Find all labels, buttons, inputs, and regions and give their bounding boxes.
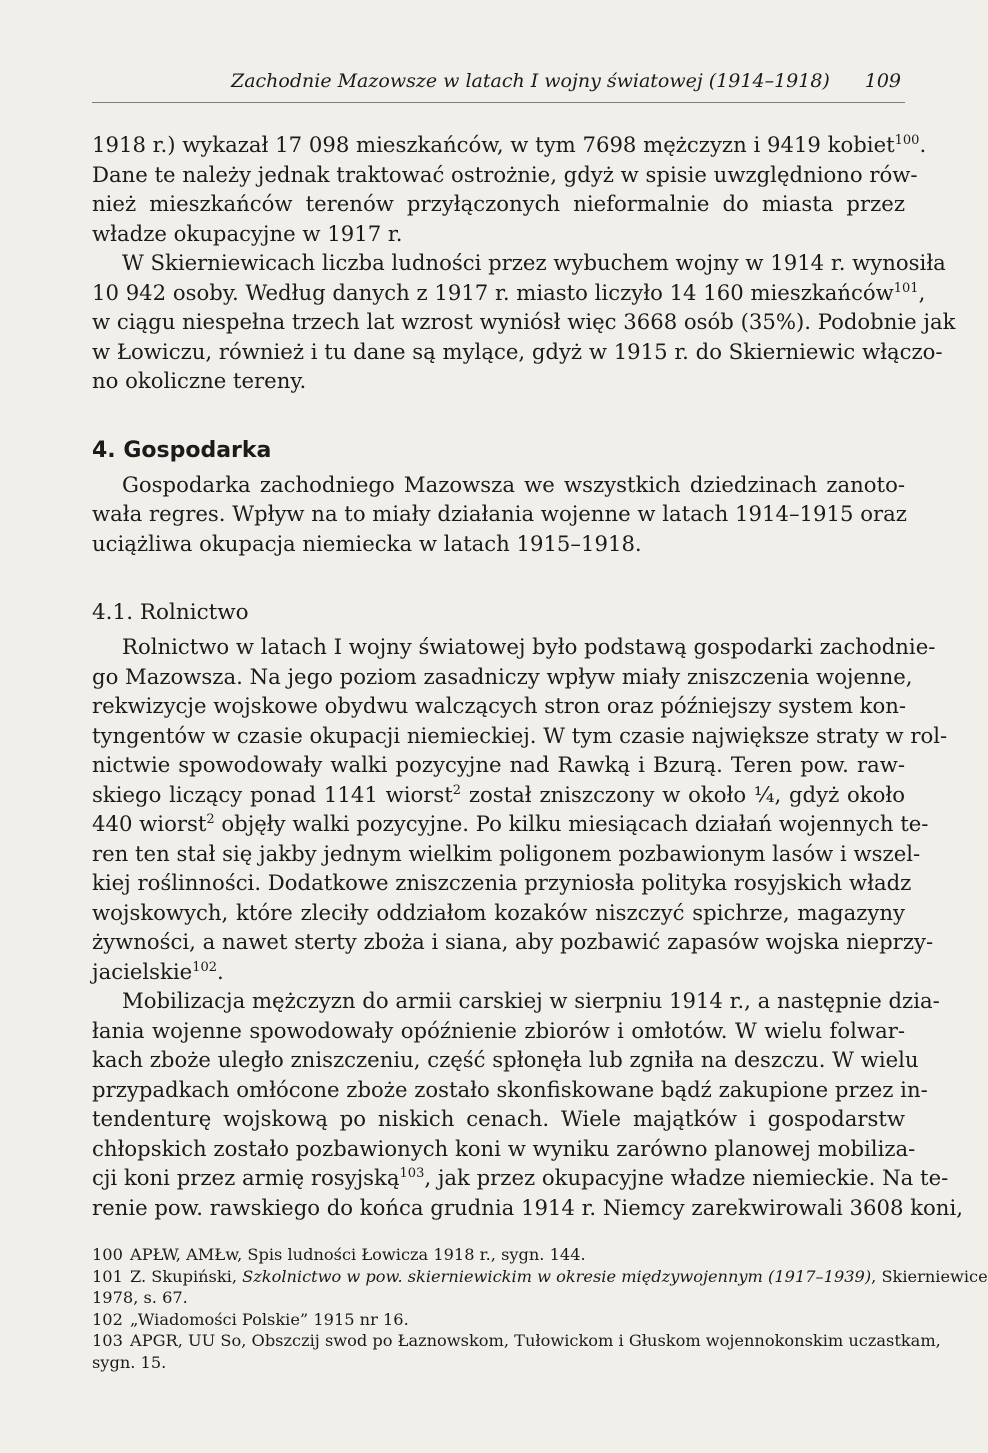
footnote-continuation: 1978, s. 67. (92, 1288, 188, 1308)
text-line: go Mazowsza. Na jego poziom zasadniczy wpływ miały zniszczenia wojenne, (92, 663, 913, 689)
footnote-ref[interactable]: 100 (894, 133, 920, 148)
text-line: ren ten stał się jakby jednym wielkim poligonem pozbawionym lasów i wszel- (92, 840, 921, 866)
text-line: w ciągu niespełna trzech lat wzrost wyniósł więc 3668 osób (35%). Podobnie jak (92, 309, 956, 334)
text-line: nictwie spowodowały walki pozycyjne nad Rawką i Bzurą. Teren pow. raw- (92, 752, 905, 777)
text-line: Gospodarka zachodniego Mazowsza we wszystkich dziedzinach zanoto- (122, 471, 905, 497)
text-line: tendenturę wojskową po niskich cenach. Wiele majątków i gospodarstw (92, 1106, 905, 1131)
running-title: Zachodnie Mazowsze w latach I wojny światowej (1914–1918) (231, 70, 830, 92)
subsection-heading: 4.1. Rolnictwo (92, 600, 249, 625)
paragraph-5 (92, 986, 963, 1222)
footnote-continuation: sygn. 15. (92, 1352, 167, 1372)
footnote-number: 100 (92, 1245, 123, 1264)
paragraph-3 (92, 470, 905, 559)
footnotes (92, 1244, 988, 1374)
text-line: przypadkach omłócone zboże zostało skonfiskowane bądź zakupione przez in- (92, 1076, 928, 1102)
text-line: 1918 r.) wykazał 17 098 mieszkańców, w tym 7698 mężczyzn i 9419 kobiet$^{100}$. (92, 132, 927, 157)
footnote-103 (92, 1330, 941, 1373)
footnote-100 (92, 1244, 905, 1266)
page-number: 109 (864, 70, 901, 92)
section-heading: 4. Gospodarka (92, 437, 272, 463)
footnote-101: 101 Z. Skupiński, Szkolnictwo w pow. skierniewickim w okresie międzywojennym (1917–1939), Skierniewice 1978, s. 67. (92, 1266, 988, 1308)
paragraph-1 (92, 130, 927, 248)
footnote-number: 102 (92, 1309, 123, 1329)
text-line: Mobilizacja mężczyzn do armii carskiej w sierpniu 1914 r., a następnie dzia- (122, 988, 940, 1013)
text-line: nież mieszkańców terenów przyłączonych nieformalnie do miasta przez (92, 191, 905, 216)
text-line: no okoliczne tereny. (92, 368, 307, 393)
text-line: kach zboże uległo zniszczeniu, część spłonęła lub zgniła na deszczu. W wielu (92, 1047, 919, 1072)
text-line: renie pow. rawskiego do końca grudnia 1914 r. Niemcy zarekwirowali 3608 koni, (92, 1194, 963, 1220)
text-line: tyngentów w czasie okupacji niemieckiej. W tym czasie największe straty w rol- (92, 722, 948, 748)
text-line: W Skierniewicach liczba ludności przez wybuchem wojny w 1914 r. wynosiła (122, 250, 946, 275)
text-line: 440 wiorst$^2$ objęły walki pozycyjne. Po kilku miesiącach działań wojennych te- (92, 811, 929, 836)
footnote-ref[interactable]: 103 (399, 1166, 425, 1181)
footnote-text: „Wiadomości Polskie” 1915 nr 16. (130, 1309, 409, 1329)
text-line: żywności, a nawet sterty zboża i siana, aby pozbawić zapasów wojska nieprzy- (92, 929, 934, 954)
text-line: Dane te należy jednak traktować ostrożnie, gdyż w spisie uwzględniono rów- (92, 161, 918, 187)
text-line: uciążliwa okupacja niemiecka w latach 1915–1918. (92, 530, 642, 556)
footnote-ref[interactable]: 102 (192, 959, 218, 975)
footnote-text: APŁW, AMŁw, Spis ludności Łowicza 1918 r., sygn. 144. (130, 1245, 586, 1264)
paragraph-4 (92, 632, 948, 986)
footnote-text: APGR, UU So, Obszczij swod po Łaznowskom, Tułowickom i Głuskom wojennokonskim uczastkam, (130, 1331, 941, 1351)
footnote-ref[interactable]: 101 (893, 280, 919, 296)
text-line: władze okupacyjne w 1917 r. (92, 220, 403, 246)
text-line: cji koni przez armię rosyjską$^{103}$, jak przez okupacyjne władze niemieckie. Na te- (92, 1165, 949, 1190)
text-line: chłopskich zostało pozbawionych koni w wyniku zarówno planowej mobiliza- (92, 1135, 916, 1161)
text-line: skiego liczący ponad 1141 wiorst$^2$ został zniszczony w około ¼, gdyż około (92, 781, 905, 807)
text-line: w Łowiczu, również i tu dane są mylące, gdyż w 1915 r. do Skierniewic włączo- (92, 338, 943, 364)
text-line: 10 942 osoby. Według danych z 1917 r. miasto liczyło 14 160 mieszkańców$^{101}$, (92, 279, 926, 305)
text-line: wojskowych, które zleciły oddziałom kozaków niszczyć spichrze, magazyny (92, 899, 905, 925)
book-title: Szkolnictwo w pow. skierniewickim w okresie międzywojennym (1917–1939) (242, 1266, 872, 1286)
header-rule (92, 102, 905, 103)
text-line: kiej roślinności. Dodatkowe zniszczenia przyniosła polityka rosyjskich władz (92, 870, 912, 895)
footnote-number: 103 (92, 1331, 123, 1351)
text-line: łania wojenne spowodowały opóźnienie zbiorów i omłotów. W wielu folwar- (92, 1017, 905, 1043)
text-line: Rolnictwo w latach I wojny światowej było podstawą gospodarki zachodnie- (122, 634, 936, 659)
text-line: jacielskie$^{102}$. (92, 958, 224, 984)
text-line: wała regres. Wpływ na to miały działania wojenne w latach 1914–1915 oraz (92, 501, 907, 526)
text-line: rekwizycje wojskowe obydwu walczących stron oraz późniejszy system kon- (92, 693, 907, 718)
footnote-102 (92, 1309, 905, 1331)
paragraph-2 (92, 248, 956, 396)
main-text (92, 130, 963, 1222)
footnote-number: 101 (92, 1266, 123, 1286)
